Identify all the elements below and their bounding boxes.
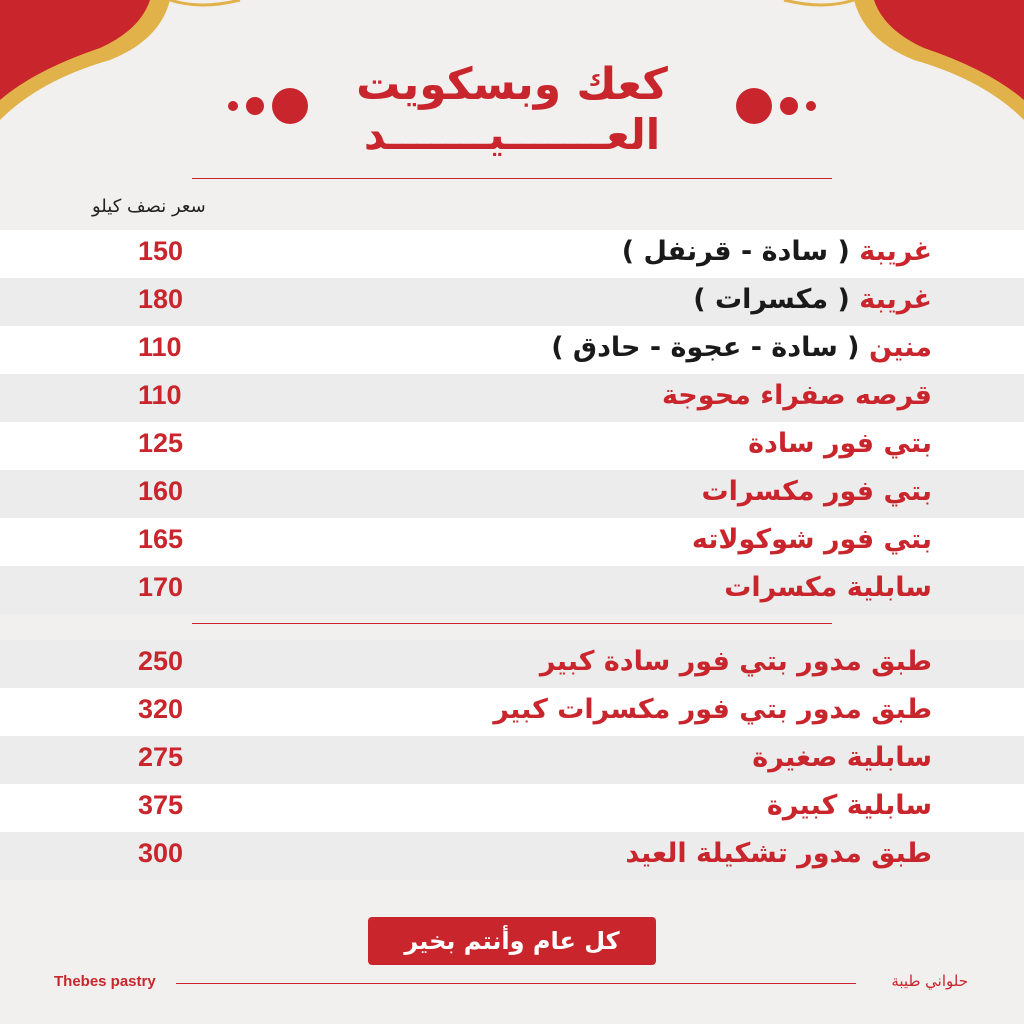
title-line-2: العـــــــيـــــــد [363,110,661,159]
page-title [0,60,1024,160]
menu-item-name-variant: ( مكسرات ) [693,284,860,315]
menu-item-name-variant: ( سادة - عجوة - حادق ) [551,332,869,363]
menu-item-price: 320 [138,694,184,724]
menu-row [0,832,1024,880]
menu-item-name-main: منين [868,332,932,363]
menu-item-name-variant: ( سادة - قرنفل ) [621,236,860,267]
menu-item-price: 375 [138,790,184,820]
menu-row [0,230,1024,278]
menu-item-price: 170 [138,572,184,602]
menu-row [0,278,1024,326]
menu-item-name [724,572,932,603]
menu-item-name-main: سابلية مكسرات [724,572,932,603]
menu-item-price: 250 [138,646,184,676]
title-divider [192,178,832,179]
title-line-1: كعك وبسكويت [356,59,668,110]
footer-divider [176,983,856,984]
menu-item-name [767,790,932,821]
menu-item-name [752,742,932,773]
menu-item-price: 165 [138,524,184,554]
menu-item-name [493,694,932,725]
menu-item-name [551,332,932,363]
unit-label: سعر نصف كيلو [92,196,206,217]
menu-row [0,640,1024,688]
menu-item-price: 125 [138,428,184,458]
menu-item-name [625,838,932,869]
menu-row [0,374,1024,422]
brand-name-english: Thebes pastry [54,973,156,990]
menu-item-price: 110 [138,380,182,410]
menu-item-price: 180 [138,284,184,314]
menu-item-name [622,236,932,267]
menu-row [0,784,1024,832]
section-divider [192,623,832,624]
menu-item-name-main: غريبة [859,236,932,267]
menu-item-price: 275 [138,742,184,772]
menu-item-name-main: سابلية كبيرة [766,790,932,821]
greeting-banner: كل عام وأنتم بخير [368,917,656,965]
menu-row [0,736,1024,784]
menu-item-price: 300 [138,838,184,868]
menu-item-name [701,476,932,507]
menu-item-name-main: طبق مدور تشكيلة العيد [625,838,932,869]
menu-item-name [748,428,932,459]
menu-item-name [662,380,932,411]
menu-item-name-main: بتي فور سادة [748,428,932,459]
menu-row [0,470,1024,518]
menu-item-name-main: قرصه صفراء محوجة [661,380,932,411]
menu-item-name-main: بتي فور شوكولاته [691,524,932,555]
menu-row [0,688,1024,736]
menu-row [0,518,1024,566]
menu-item-price: 160 [138,476,184,506]
menu-item-price: 110 [138,332,182,362]
menu-item-name [692,524,932,555]
menu-item-name-main: طبق مدور بتي فور مكسرات كبير [493,694,932,725]
menu-item-name-main: غريبة [859,284,932,315]
menu-row [0,566,1024,614]
brand-name-arabic: حلواني طيبة [891,972,968,990]
menu-item-name-main: بتي فور مكسرات [701,476,932,507]
menu-item-name [540,646,932,677]
menu-item-name-main: سابلية صغيرة [752,742,932,773]
menu-item-name-main: طبق مدور بتي فور سادة كبير [539,646,932,677]
menu-item-name [693,284,932,315]
menu-row [0,326,1024,374]
menu-item-price: 150 [138,236,184,266]
menu-row [0,422,1024,470]
